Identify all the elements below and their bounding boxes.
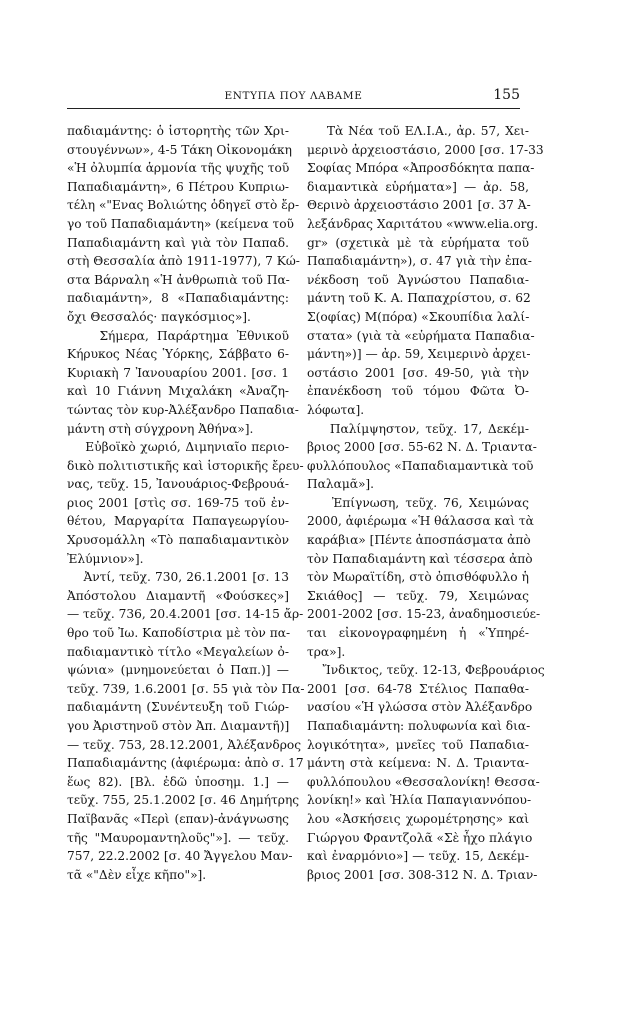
text-line: ἕως 82). [Βλ. ἐδῶ ὑποσημ. 1.] — [67, 774, 289, 789]
text-line: φυλλόπουλος «Παπαδιαμαντικὰ τοῦ [307, 458, 534, 473]
text-line: Παπαδιαμάντη: πολυφωνία καὶ δια- [307, 719, 531, 733]
text-line: τὸν Παπαδιαμάντη καὶ τέσσερα ἀπὸ [307, 551, 533, 566]
text-line: Χρυσομάλλη «Τὸ παπαδιαμαντικὸν [67, 533, 289, 548]
text-line: βριος 2001 [σσ. 308-312 Ν. Δ. Τριαν- [307, 867, 538, 882]
text-line: στατα» (γιὰ τὰ «εὑρήματα Παπαδια- [307, 328, 535, 343]
text-line: — τεῦχ. 736, 20.4.2001 [σσ. 14-15 ἄρ- [67, 607, 304, 622]
text-line: δικὸ πολιτιστικῆς καὶ ἱστορικῆς ἔρευ- [67, 458, 304, 473]
text-line: τεῦχ. 739, 1.6.2001 [σ. 55 γιὰ τὸν Πα- [67, 681, 305, 696]
text-line: καὶ ἐναρμόνιο»] — τεῦχ. 15, Δεκέμ- [307, 849, 529, 864]
text-line: παδιαμάντη», 8 «Παπαδιαμάντης: [67, 291, 289, 306]
text-line: 2001-2002 [σσ. 15-23, ἀναδημοσιεύε- [307, 607, 541, 622]
text-line: Κυριακὴ 7 Ἰανουαρίου 2001. [σσ. 1 [67, 365, 289, 380]
text-line: νασίου «Ἡ γλώσσα στὸν Ἀλέξανδρο [307, 700, 533, 715]
text-line: Παπαδιαμάντης (ἀφιέρωμα: ἀπὸ σ. 17 [67, 756, 304, 771]
text-line: Ἐλύμνιον»]. [67, 551, 144, 566]
text-line: τὸν Μωραϊτίδη, στὸ ὀπισθόφυλλο ἡ [307, 570, 529, 585]
text-line: 2001 [σσ. 64-78 Στέλιος Παπαθα- [307, 681, 529, 696]
text-line: στα Βάρναλη «Ἡ ἀνθρωπιὰ τοῦ Πα- [67, 272, 290, 287]
text-line: «Ἡ ὀλυμπία ἁρμονία τῆς ψυχῆς τοῦ [67, 161, 290, 176]
text-line: λονίκη!» καὶ Ἠλία Παπαγιαννόπου- [307, 793, 532, 808]
text-line: Κήρυκος Νέας Ὑόρκης, Σάββατο 6- [67, 347, 289, 362]
text-line: λόφωτα]. [307, 402, 365, 417]
running-title: ΕΝΤΥΠΑ ΠΟΥ ΛΑΒΑΜΕ [224, 90, 363, 102]
text-line: παδιαμάντης: ὁ ἱστορητὴς τῶν Χρι- [67, 124, 289, 138]
text-line: ὄχι Θεσσαλός· παγκόσμιος»]. [67, 309, 251, 324]
text-line: γου Ἀριστηνοῦ στὸν Ἀπ. Διαμαντῆ)] [67, 719, 290, 733]
text-line: Σήμερα, Παράρτημα Ἐθνικοῦ [67, 328, 289, 343]
text-line: τώντας τὸν κυρ-Ἀλέξανδρο Παπαδια- [67, 402, 299, 417]
text-line: μάντη τοῦ Κ. Α. Παπαχρίστου, σ. 62 [307, 291, 531, 306]
text-line: παδιαμάντη (Συνέντευξη τοῦ Γιώρ- [67, 700, 289, 715]
text-line: Θερινὸ ἀρχειοστάσιο 2001 [σ. 37 Ἀ- [307, 198, 531, 213]
header-rule [67, 108, 520, 109]
text-line: Γιώργου Φραντζολᾶ «Σὲ ἦχο πλάγιο [307, 830, 533, 845]
text-line: Σ(οφίας) Μ(πόρα) «Σκουπίδια λαλί- [307, 309, 530, 324]
page-number: 155 [493, 87, 520, 103]
text-line: τρα»]. [307, 644, 346, 659]
text-line: ται εἰκονογραφημένη ἡ «Ὑπηρέ- [307, 626, 529, 641]
text-line: μάντη»)] — ἀρ. 59, Χειμερινὸ ἀρχει- [307, 347, 531, 362]
text-line: — τεῦχ. 753, 28.12.2001, Ἀλέξανδρος [67, 737, 302, 752]
text-line: Ἀντί, τεῦχ. 730, 26.1.2001 [σ. 13 [67, 570, 289, 585]
text-line: Παλαμᾶ»]. [307, 477, 375, 492]
text-line: Παπαδιαμάντη»), σ. 47 γιὰ τὴν ἐπα- [307, 254, 532, 269]
text-line: ψώνια» (μνημονεύεται ὁ Παπ.)] — [67, 663, 289, 678]
text-line: Τὰ Νέα τοῦ ΕΛ.Ι.Α., ἀρ. 57, Χει- [307, 124, 529, 138]
text-line: Σκιάθος] — τεῦχ. 79, Χειμώνας [307, 588, 529, 603]
text-line: Παϊβανᾶς «Περὶ (επαν)-ἀνάγνωσης [67, 811, 289, 826]
text-line: 757, 22.2.2002 [σ. 40 Ἄγγελου Μαν- [67, 849, 293, 864]
text-line: μάντη στὴ σύγχρονη Ἀθήνα»]. [67, 421, 254, 436]
text-line: Εὐβοϊκὸ χωριό, Διμηνιαῖο περιο- [67, 440, 289, 455]
text-line: μερινὸ ἀρχειοστάσιο, 2000 [σσ. 17-33 [307, 142, 544, 157]
text-line: Παλίμψηστον, τεῦχ. 17, Δεκέμ- [307, 421, 529, 436]
text-line: gr» (σχετικὰ μὲ τὰ εὑρήματα τοῦ [307, 235, 529, 250]
text-line: Ἐπίγνωση, τεῦχ. 76, Χειμώνας [307, 495, 529, 510]
text-line: τεῦχ. 755, 25.1.2002 [σ. 46 Δημήτρης [67, 793, 300, 808]
text-line: Παπαδιαμάντη καὶ γιὰ τὸν Παπαδ. [67, 235, 289, 250]
text-line: νέκδοση τοῦ Ἀγνώστου Παπαδια- [307, 272, 529, 287]
text-line: στὴ Θεσσαλία ἀπὸ 1911-1977), 7 Κώ- [67, 254, 300, 269]
text-line: καὶ 10 Γιάννη Μιχαλάκη «Ἀναζη- [67, 384, 289, 399]
text-line: Παπαδιαμάντη», 6 Πέτρου Κυπριω- [67, 179, 289, 194]
text-line: λου «Ἀσκήσεις χωρομέτρησης» καὶ [307, 811, 529, 826]
text-line: νας, τεῦχ. 15, Ἰανουάριος-Φεβρουά- [67, 477, 289, 492]
text-line: γο τοῦ Παπαδιαμάντη» (κείμενα τοῦ [67, 216, 294, 231]
text-line: μάντη στὰ κείμενα: Ν. Δ. Τριαντα- [307, 756, 529, 771]
text-line: θρο τοῦ Ἰω. Καποδίστρια μὲ τὸν πα- [67, 626, 291, 641]
text-line: διαμαντικὰ εὑρήματα»] — ἀρ. 58, [307, 179, 529, 194]
text-line: ἐπανέκδοση τοῦ τόμου Φῶτα Ὀ- [307, 384, 529, 399]
right-column [307, 122, 545, 884]
text-line: λογικότητα», μνεῖες τοῦ Παπαδια- [307, 737, 529, 752]
text-line: οστάσιο 2001 [σσ. 49-50, γιὰ τὴν [307, 365, 529, 380]
text-line: Σοφίας Μπόρα «Ἀπροσδόκητα παπα- [307, 161, 535, 176]
text-line: λεξάνδρας Χαριτάτου «www.elia.org. [307, 216, 539, 231]
text-line: τᾶ «"Δὲν εἶχε κῆπο"»]. [67, 867, 207, 882]
text-line: Ἀπόστολου Διαμαντῆ «Φούσκες»] [67, 588, 289, 603]
text-line: ριος 2001 [στὶς σσ. 169-75 τοῦ ἐν- [67, 495, 289, 510]
text-line: φυλλόπουλου «Θεσσαλονίκη! Θεσσα- [307, 774, 540, 789]
text-line: Ἴνδικτος, τεῦχ. 12-13, Φεβρουάριος [307, 663, 545, 678]
text-line: θέτου, Μαργαρίτα Παπαγεωργίου- [67, 514, 289, 529]
text-line: στουγέννων», 4-5 Τάκη Οἰκονομάκη [67, 142, 292, 157]
left-column [67, 122, 305, 884]
text-line: τῆς "Μαυρομαντηλοῦς"»]. — τεῦχ. [67, 830, 289, 845]
text-line: βριος 2000 [σσ. 55-62 Ν. Δ. Τριαντα- [307, 440, 537, 455]
text-line: 2000, ἀφιέρωμα «Ἡ θάλασσα καὶ τὰ [307, 514, 534, 529]
text-line: τέλη «"Ενας Βολιώτης ὁδηγεῖ στὸ ἔρ- [67, 198, 300, 213]
running-header [67, 87, 520, 107]
text-line: παδιαμαντικὸ τίτλο «Μεγαλείων ὀ- [67, 644, 289, 659]
text-line: καράβια» [Πέντε ἀποσπάσματα ἀπὸ [307, 533, 531, 548]
